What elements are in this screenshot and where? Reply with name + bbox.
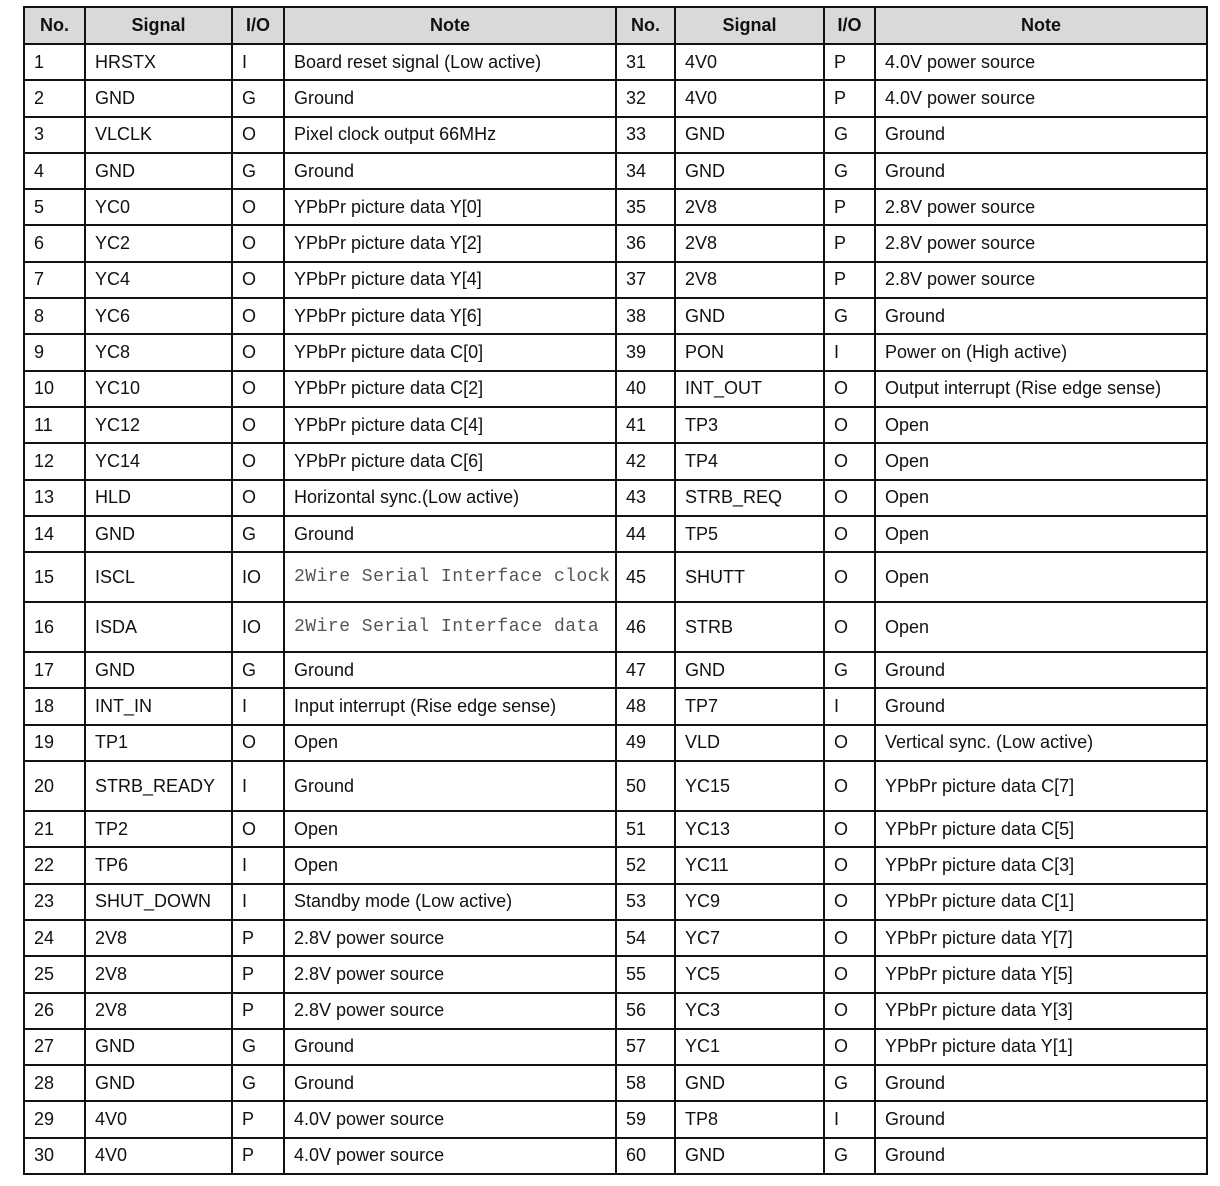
- pin-no-cell: 45: [616, 552, 675, 602]
- pin-note-cell: 2.8V power source: [284, 956, 616, 992]
- table-row: [24, 1138, 1207, 1174]
- pin-no-cell: 7: [24, 262, 85, 298]
- pin-io-cell: I: [232, 884, 284, 920]
- pin-io-cell: O: [232, 725, 284, 761]
- table-row: [24, 920, 1207, 956]
- pin-io-cell: O: [824, 407, 875, 443]
- table-row: [24, 652, 1207, 688]
- pin-io-cell: O: [232, 443, 284, 479]
- pin-io-cell: IO: [232, 552, 284, 602]
- pin-note-cell: Board reset signal (Low active): [284, 44, 616, 80]
- pin-no-cell: 37: [616, 262, 675, 298]
- pin-io-cell: IO: [232, 602, 284, 652]
- pin-no-cell: 51: [616, 811, 675, 847]
- pin-no-cell: 39: [616, 334, 675, 370]
- pin-io-cell: G: [824, 1065, 875, 1101]
- table-row: [24, 189, 1207, 225]
- pin-signal-cell: VLCLK: [85, 117, 232, 153]
- pin-io-cell: G: [232, 1065, 284, 1101]
- pin-no-cell: 41: [616, 407, 675, 443]
- pin-io-cell: G: [232, 652, 284, 688]
- pin-note-cell: YPbPr picture data C[0]: [284, 334, 616, 370]
- pin-no-cell: 52: [616, 847, 675, 883]
- pin-note-cell: Open: [284, 725, 616, 761]
- pin-no-cell: 14: [24, 516, 85, 552]
- pin-note-cell: YPbPr picture data Y[5]: [875, 956, 1207, 992]
- pin-signal-cell: GND: [675, 1138, 824, 1174]
- pin-note-cell: Ground: [875, 1101, 1207, 1137]
- pin-no-cell: 18: [24, 688, 85, 724]
- pin-io-cell: O: [232, 480, 284, 516]
- header-note: Note: [284, 7, 616, 44]
- pin-signal-cell: YC12: [85, 407, 232, 443]
- pin-io-cell: O: [824, 371, 875, 407]
- pin-no-cell: 42: [616, 443, 675, 479]
- pin-no-cell: 11: [24, 407, 85, 443]
- header-no: No.: [616, 7, 675, 44]
- pin-no-cell: 9: [24, 334, 85, 370]
- pin-io-cell: O: [232, 225, 284, 261]
- header-row: [24, 7, 1207, 44]
- pin-io-cell: O: [232, 407, 284, 443]
- pin-note-cell: 4.0V power source: [875, 44, 1207, 80]
- pin-note-cell: YPbPr picture data Y[1]: [875, 1029, 1207, 1065]
- pin-signal-cell: STRB_READY: [85, 761, 232, 811]
- table-row: [24, 371, 1207, 407]
- pin-note-cell: YPbPr picture data C[6]: [284, 443, 616, 479]
- pin-signal-cell: GND: [85, 652, 232, 688]
- pin-note-cell: 2.8V power source: [875, 189, 1207, 225]
- table-row: [24, 761, 1207, 811]
- table-row: [24, 80, 1207, 116]
- header-io: I/O: [232, 7, 284, 44]
- pin-note-cell: Power on (High active): [875, 334, 1207, 370]
- pin-note-cell: 4.0V power source: [284, 1101, 616, 1137]
- pin-no-cell: 54: [616, 920, 675, 956]
- pin-io-cell: P: [232, 1101, 284, 1137]
- pin-signal-cell: YC2: [85, 225, 232, 261]
- pin-no-cell: 3: [24, 117, 85, 153]
- pin-no-cell: 33: [616, 117, 675, 153]
- pin-io-cell: I: [232, 688, 284, 724]
- pin-signal-cell: 2V8: [675, 225, 824, 261]
- pin-no-cell: 24: [24, 920, 85, 956]
- pin-signal-cell: YC11: [675, 847, 824, 883]
- pin-io-cell: O: [824, 956, 875, 992]
- table-row: [24, 847, 1207, 883]
- pin-note-cell: 2.8V power source: [875, 262, 1207, 298]
- pin-no-cell: 13: [24, 480, 85, 516]
- pin-note-cell: Ground: [875, 652, 1207, 688]
- pin-note-cell: Open: [875, 443, 1207, 479]
- pin-io-cell: O: [824, 480, 875, 516]
- pin-note-cell: Output interrupt (Rise edge sense): [875, 371, 1207, 407]
- pin-signal-cell: TP1: [85, 725, 232, 761]
- pin-io-cell: G: [824, 298, 875, 334]
- pin-no-cell: 58: [616, 1065, 675, 1101]
- table-row: [24, 725, 1207, 761]
- pin-signal-cell: 2V8: [675, 262, 824, 298]
- pin-note-cell: Ground: [284, 761, 616, 811]
- pin-signal-cell: 4V0: [675, 80, 824, 116]
- table-row: [24, 552, 1207, 602]
- pin-note-cell: Open: [875, 516, 1207, 552]
- pin-note-cell: Open: [875, 407, 1207, 443]
- pin-signal-cell: ISCL: [85, 552, 232, 602]
- pin-io-cell: O: [232, 371, 284, 407]
- pin-note-cell: YPbPr picture data C[1]: [875, 884, 1207, 920]
- pin-note-cell: Open: [875, 552, 1207, 602]
- pin-no-cell: 4: [24, 153, 85, 189]
- pin-signal-cell: VLD: [675, 725, 824, 761]
- pin-io-cell: P: [824, 44, 875, 80]
- table-row: [24, 298, 1207, 334]
- pin-signal-cell: TP8: [675, 1101, 824, 1137]
- pin-signal-cell: GND: [85, 153, 232, 189]
- table-row: [24, 1029, 1207, 1065]
- pin-signal-cell: GND: [675, 153, 824, 189]
- table-row: [24, 262, 1207, 298]
- header-signal: Signal: [675, 7, 824, 44]
- table-row: [24, 153, 1207, 189]
- pin-no-cell: 38: [616, 298, 675, 334]
- table-row: [24, 688, 1207, 724]
- pin-signal-cell: YC1: [675, 1029, 824, 1065]
- pin-note-cell: Ground: [875, 1065, 1207, 1101]
- pin-io-cell: O: [232, 334, 284, 370]
- pin-signal-cell: YC14: [85, 443, 232, 479]
- pin-io-cell: O: [232, 117, 284, 153]
- pin-signal-cell: 2V8: [85, 956, 232, 992]
- pin-note-cell: Open: [875, 602, 1207, 652]
- pin-no-cell: 44: [616, 516, 675, 552]
- table-row: [24, 117, 1207, 153]
- header-signal: Signal: [85, 7, 232, 44]
- pin-no-cell: 6: [24, 225, 85, 261]
- pin-io-cell: G: [232, 1029, 284, 1065]
- pin-note-cell: Ground: [875, 688, 1207, 724]
- pin-no-cell: 40: [616, 371, 675, 407]
- pin-no-cell: 59: [616, 1101, 675, 1137]
- pin-io-cell: G: [232, 80, 284, 116]
- pin-io-cell: P: [824, 80, 875, 116]
- pin-no-cell: 19: [24, 725, 85, 761]
- pin-signal-cell: STRB_REQ: [675, 480, 824, 516]
- pin-signal-cell: YC3: [675, 993, 824, 1029]
- pin-note-cell: 4.0V power source: [284, 1138, 616, 1174]
- pin-no-cell: 50: [616, 761, 675, 811]
- pin-io-cell: G: [824, 1138, 875, 1174]
- pin-note-cell: Ground: [875, 153, 1207, 189]
- pin-io-cell: G: [824, 117, 875, 153]
- pin-signal-cell: YC0: [85, 189, 232, 225]
- pin-note-cell: Ground: [284, 1029, 616, 1065]
- pin-no-cell: 21: [24, 811, 85, 847]
- pin-io-cell: P: [824, 189, 875, 225]
- table-row: [24, 443, 1207, 479]
- pin-signal-cell: 2V8: [675, 189, 824, 225]
- pin-no-cell: 1: [24, 44, 85, 80]
- pin-note-cell: Ground: [284, 153, 616, 189]
- pin-signal-cell: INT_IN: [85, 688, 232, 724]
- pin-no-cell: 10: [24, 371, 85, 407]
- pin-signal-cell: HLD: [85, 480, 232, 516]
- pin-no-cell: 48: [616, 688, 675, 724]
- pin-io-cell: G: [232, 153, 284, 189]
- pin-signal-cell: 2V8: [85, 920, 232, 956]
- pin-io-cell: O: [824, 884, 875, 920]
- pin-signal-cell: PON: [675, 334, 824, 370]
- pin-note-cell: Ground: [284, 80, 616, 116]
- pin-no-cell: 60: [616, 1138, 675, 1174]
- pin-note-cell: YPbPr picture data Y[4]: [284, 262, 616, 298]
- pin-io-cell: O: [824, 1029, 875, 1065]
- pin-note-cell: Vertical sync. (Low active): [875, 725, 1207, 761]
- pin-no-cell: 5: [24, 189, 85, 225]
- pin-note-cell: YPbPr picture data C[5]: [875, 811, 1207, 847]
- pin-note-cell: 2Wire Serial Interface clock: [284, 552, 616, 602]
- pin-no-cell: 46: [616, 602, 675, 652]
- pin-note-cell: Pixel clock output 66MHz: [284, 117, 616, 153]
- pin-io-cell: O: [824, 602, 875, 652]
- pin-signal-cell: GND: [675, 117, 824, 153]
- pin-signal-cell: 2V8: [85, 993, 232, 1029]
- pin-no-cell: 23: [24, 884, 85, 920]
- pin-io-cell: O: [824, 443, 875, 479]
- pin-io-cell: P: [232, 1138, 284, 1174]
- pin-note-cell: Open: [875, 480, 1207, 516]
- pin-no-cell: 2: [24, 80, 85, 116]
- pin-signal-cell: GND: [85, 516, 232, 552]
- pin-signal-cell: YC8: [85, 334, 232, 370]
- pin-note-cell: YPbPr picture data Y[3]: [875, 993, 1207, 1029]
- pin-no-cell: 15: [24, 552, 85, 602]
- pin-note-cell: Open: [284, 811, 616, 847]
- pin-io-cell: I: [824, 688, 875, 724]
- pin-no-cell: 35: [616, 189, 675, 225]
- pin-no-cell: 25: [24, 956, 85, 992]
- pin-assignment-table: [23, 6, 1208, 1175]
- pin-signal-cell: INT_OUT: [675, 371, 824, 407]
- pin-no-cell: 47: [616, 652, 675, 688]
- table-row: [24, 1101, 1207, 1137]
- pin-note-cell: Ground: [284, 1065, 616, 1101]
- pin-signal-cell: YC4: [85, 262, 232, 298]
- pin-io-cell: O: [824, 920, 875, 956]
- pin-io-cell: O: [824, 725, 875, 761]
- pin-io-cell: G: [824, 153, 875, 189]
- pin-io-cell: P: [232, 956, 284, 992]
- pin-no-cell: 26: [24, 993, 85, 1029]
- pin-io-cell: I: [232, 761, 284, 811]
- header-no: No.: [24, 7, 85, 44]
- pin-io-cell: G: [824, 652, 875, 688]
- pin-note-cell: YPbPr picture data Y[6]: [284, 298, 616, 334]
- pin-note-cell: 2.8V power source: [284, 993, 616, 1029]
- pin-signal-cell: HRSTX: [85, 44, 232, 80]
- table-row: [24, 480, 1207, 516]
- pin-signal-cell: 4V0: [675, 44, 824, 80]
- pin-io-cell: P: [232, 993, 284, 1029]
- pin-no-cell: 30: [24, 1138, 85, 1174]
- pin-signal-cell: GND: [85, 1029, 232, 1065]
- pin-note-cell: Horizontal sync.(Low active): [284, 480, 616, 516]
- pin-note-cell: YPbPr picture data Y[0]: [284, 189, 616, 225]
- table-row: [24, 884, 1207, 920]
- pin-signal-cell: TP6: [85, 847, 232, 883]
- pin-no-cell: 29: [24, 1101, 85, 1137]
- pin-io-cell: O: [824, 847, 875, 883]
- pin-io-cell: O: [232, 262, 284, 298]
- table-row: [24, 516, 1207, 552]
- pin-no-cell: 17: [24, 652, 85, 688]
- pin-signal-cell: YC5: [675, 956, 824, 992]
- pin-signal-cell: 4V0: [85, 1138, 232, 1174]
- pin-no-cell: 22: [24, 847, 85, 883]
- pin-io-cell: I: [824, 1101, 875, 1137]
- header-note: Note: [875, 7, 1207, 44]
- pin-signal-cell: STRB: [675, 602, 824, 652]
- pin-signal-cell: YC9: [675, 884, 824, 920]
- pin-note-cell: Open: [284, 847, 616, 883]
- pin-io-cell: O: [824, 552, 875, 602]
- pin-no-cell: 16: [24, 602, 85, 652]
- pin-no-cell: 57: [616, 1029, 675, 1065]
- pin-note-cell: Ground: [284, 652, 616, 688]
- table-row: [24, 44, 1207, 80]
- pin-no-cell: 12: [24, 443, 85, 479]
- pin-no-cell: 27: [24, 1029, 85, 1065]
- pin-no-cell: 36: [616, 225, 675, 261]
- table-row: [24, 993, 1207, 1029]
- pin-no-cell: 31: [616, 44, 675, 80]
- pin-no-cell: 49: [616, 725, 675, 761]
- table-row: [24, 811, 1207, 847]
- pin-signal-cell: TP5: [675, 516, 824, 552]
- pin-no-cell: 28: [24, 1065, 85, 1101]
- pin-no-cell: 55: [616, 956, 675, 992]
- pin-io-cell: P: [824, 225, 875, 261]
- pin-note-cell: YPbPr picture data Y[7]: [875, 920, 1207, 956]
- pin-io-cell: O: [824, 993, 875, 1029]
- pin-no-cell: 32: [616, 80, 675, 116]
- table-row: [24, 956, 1207, 992]
- pin-signal-cell: TP4: [675, 443, 824, 479]
- pin-io-cell: O: [232, 189, 284, 225]
- table-row: [24, 225, 1207, 261]
- pin-no-cell: 43: [616, 480, 675, 516]
- pin-signal-cell: 4V0: [85, 1101, 232, 1137]
- pin-no-cell: 20: [24, 761, 85, 811]
- pin-signal-cell: GND: [675, 1065, 824, 1101]
- pin-io-cell: O: [232, 298, 284, 334]
- pin-signal-cell: GND: [85, 1065, 232, 1101]
- pin-signal-cell: TP2: [85, 811, 232, 847]
- table-row: [24, 407, 1207, 443]
- pin-io-cell: G: [232, 516, 284, 552]
- pin-note-cell: YPbPr picture data C[7]: [875, 761, 1207, 811]
- pin-note-cell: Standby mode (Low active): [284, 884, 616, 920]
- pin-note-cell: YPbPr picture data C[2]: [284, 371, 616, 407]
- pin-note-cell: Input interrupt (Rise edge sense): [284, 688, 616, 724]
- pin-signal-cell: YC13: [675, 811, 824, 847]
- pin-signal-cell: GND: [675, 652, 824, 688]
- pin-note-cell: Ground: [284, 516, 616, 552]
- pin-note-cell: Ground: [875, 298, 1207, 334]
- pin-no-cell: 8: [24, 298, 85, 334]
- pin-signal-cell: YC15: [675, 761, 824, 811]
- header-io: I/O: [824, 7, 875, 44]
- pin-note-cell: Ground: [875, 1138, 1207, 1174]
- pin-io-cell: O: [232, 811, 284, 847]
- pin-no-cell: 53: [616, 884, 675, 920]
- pin-signal-cell: YC7: [675, 920, 824, 956]
- table-row: [24, 602, 1207, 652]
- pin-no-cell: 34: [616, 153, 675, 189]
- pin-io-cell: O: [824, 811, 875, 847]
- pin-note-cell: 4.0V power source: [875, 80, 1207, 116]
- table-row: [24, 1065, 1207, 1101]
- table-row: [24, 334, 1207, 370]
- pin-signal-cell: GND: [675, 298, 824, 334]
- pin-io-cell: P: [232, 920, 284, 956]
- pin-signal-cell: SHUTT: [675, 552, 824, 602]
- pin-signal-cell: TP3: [675, 407, 824, 443]
- pin-note-cell: 2Wire Serial Interface data: [284, 602, 616, 652]
- pin-io-cell: I: [824, 334, 875, 370]
- pin-io-cell: O: [824, 761, 875, 811]
- pin-io-cell: I: [232, 847, 284, 883]
- pin-note-cell: YPbPr picture data C[4]: [284, 407, 616, 443]
- pin-signal-cell: TP7: [675, 688, 824, 724]
- pin-signal-cell: YC6: [85, 298, 232, 334]
- pin-signal-cell: GND: [85, 80, 232, 116]
- pin-note-cell: 2.8V power source: [875, 225, 1207, 261]
- pin-note-cell: 2.8V power source: [284, 920, 616, 956]
- pin-io-cell: I: [232, 44, 284, 80]
- pin-io-cell: O: [824, 516, 875, 552]
- pin-note-cell: YPbPr picture data C[3]: [875, 847, 1207, 883]
- pin-io-cell: P: [824, 262, 875, 298]
- pin-note-cell: Ground: [875, 117, 1207, 153]
- pin-note-cell: YPbPr picture data Y[2]: [284, 225, 616, 261]
- pin-signal-cell: SHUT_DOWN: [85, 884, 232, 920]
- pin-no-cell: 56: [616, 993, 675, 1029]
- pin-signal-cell: ISDA: [85, 602, 232, 652]
- pin-signal-cell: YC10: [85, 371, 232, 407]
